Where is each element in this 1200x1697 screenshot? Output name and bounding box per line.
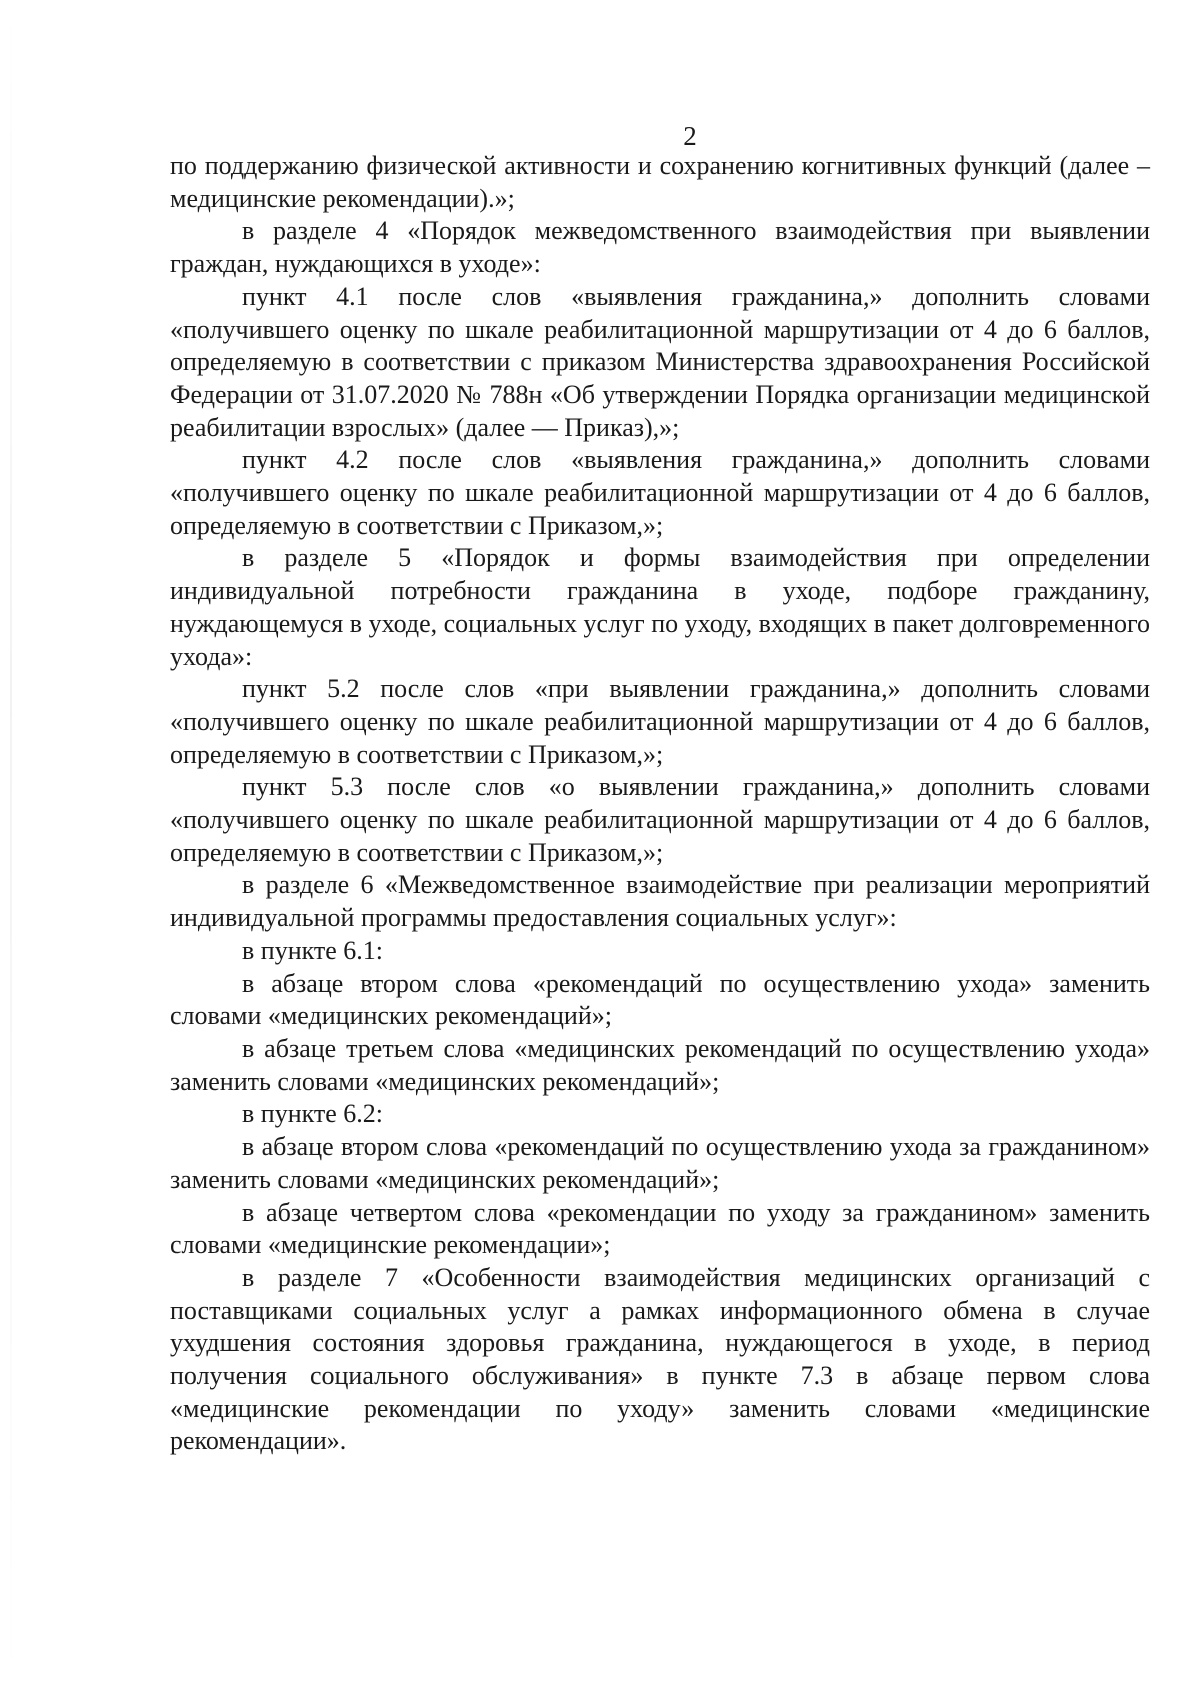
paragraph-continuation: по поддержанию физической активности и сохранению когнитивных функций (далее – медицинские рекомендации).»; (170, 151, 1150, 213)
paragraph-section-5: в разделе 5 «Порядок и формы взаимодействия при определении индивидуальной потребности гражданина в уходе, подборе гражданину, нуждающемуся в уходе, социальных услуг по уходу, входящих в пакет долговременного ухода»: (170, 543, 1150, 671)
paragraph-item-4-1: пункт 4.1 после слов «выявления гражданина,» дополнить словами «получившего оценку по шкале реабилитационной маршрутизации от 4 до 6 баллов, определяемую в соответствии с приказом Министерства здравоохранения Российской Федерации от 31.07.2020 № 788н «Об утверждении Порядка организации медицинской реабилитации взрослых» (далее — Приказ),»; (170, 281, 1150, 442)
paragraph-section-6: в разделе 6 «Межведомственное взаимодействие при реализации мероприятий индивидуальной программы предоставления социальных услуг»: (170, 870, 1150, 933)
paragraph-item-6-1: в пункте 6.1: (242, 935, 384, 965)
paragraph-6-2-abzac-2: в абзаце втором слова «рекомендаций по осуществлению ухода за гражданином» заменить словами «медицинских рекомендаций»; (170, 1132, 1150, 1194)
paragraph-section-4: в разделе 4 «Порядок межведомственного взаимодействия при выявлении граждан, нуждающихся в уходе»: (170, 216, 1150, 279)
paragraph-item-4-2: пункт 4.2 после слов «выявления гражданина,» дополнить словами «получившего оценку по шкале реабилитационной маршрутизации от 4 до 6 баллов, определяемую в соответствии с Приказом,»; (170, 445, 1150, 540)
paragraph-item-6-2: в пункте 6.2: (242, 1099, 384, 1129)
paragraph-section-7: в разделе 7 «Особенности взаимодействия медицинских организаций с поставщиками социальных услуг а рамках информационного обмена в случае ухудшения состояния здоровья гражданина, нуждающегося в уходе, в период получения социального обслуживания» в пункте 7.3 в абзаце первом слова «медицинские рекомендации по уходу» заменить словами «медицинские рекомендации». (170, 1262, 1150, 1456)
paragraph-6-1-abzac-2: в абзаце втором слова «рекомендаций по осуществлению ухода» заменить словами «медицинских рекомендаций»; (170, 968, 1150, 1031)
paragraph-6-1-abzac-3: в абзаце третьем слова «медицинских рекомендаций по осуществлению ухода» заменить словами «медицинских рекомендаций»; (170, 1033, 1150, 1096)
paragraph-6-2-abzac-4: в абзаце четвертом слова «рекомендации по уходу за гражданином» заменить словами «медицинские рекомендации»; (170, 1197, 1150, 1260)
paragraph-item-5-3: пункт 5.3 после слов «о выявлении гражданина,» дополнить словами «получившего оценку по шкале реабилитационной маршрутизации от 4 до 6 баллов, определяемую в соответствии с Приказом,»; (170, 772, 1150, 867)
paragraph-item-5-2: пункт 5.2 после слов «при выявлении гражданина,» дополнить словами «получившего оценку по шкале реабилитационной маршрутизации от 4 до 6 баллов, определяемую в соответствии с Приказом,»; (170, 674, 1150, 769)
document-body (170, 150, 1150, 1458)
scan-edge-shadow (10, 0, 12, 1697)
page-number: 2 (683, 121, 697, 151)
